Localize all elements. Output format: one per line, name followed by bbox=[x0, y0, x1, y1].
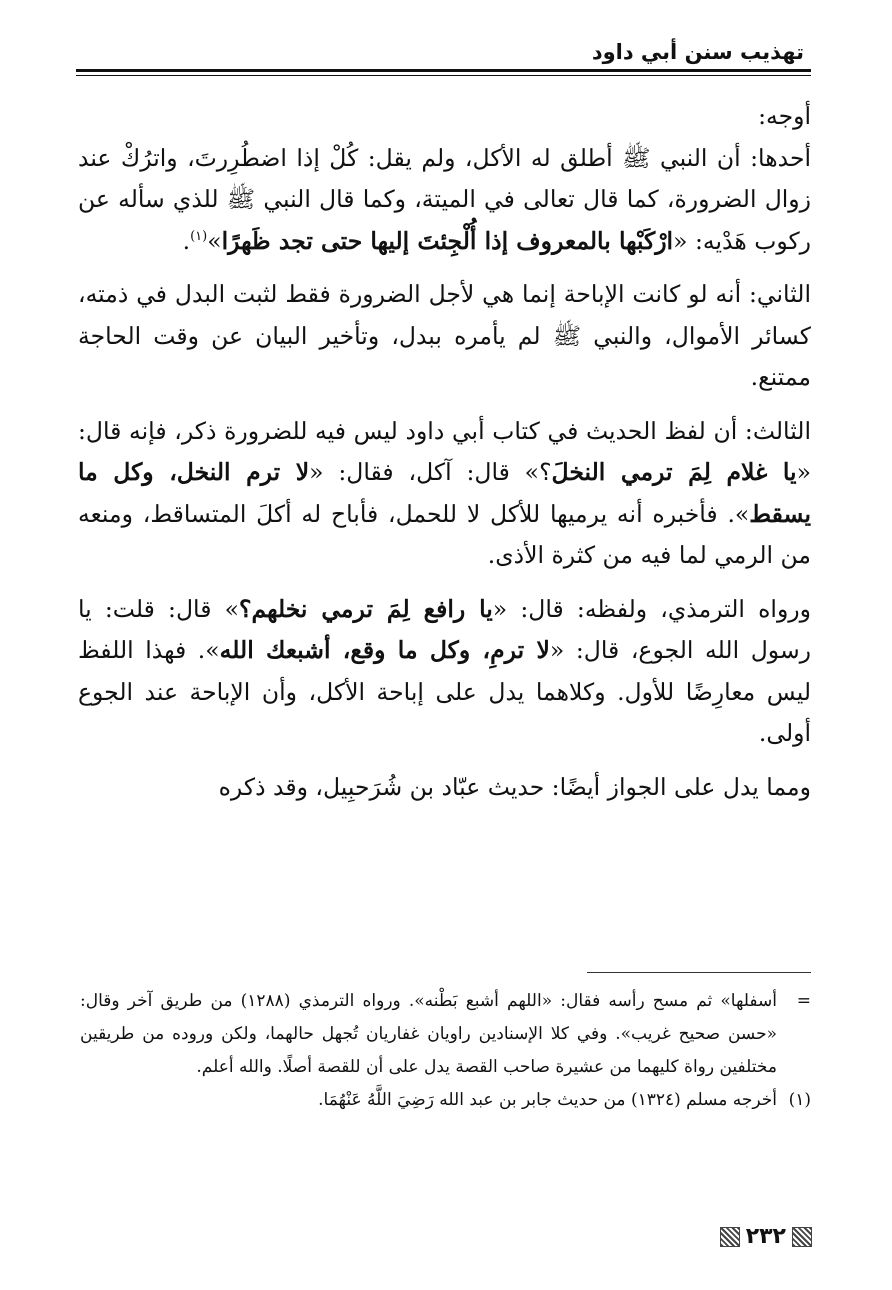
page-number: ٢٣٢ bbox=[745, 1224, 786, 1249]
hadith-quote: يا غلام لِمَ ترمي النخلَ bbox=[551, 458, 797, 486]
footnote-item bbox=[80, 1084, 811, 1117]
text-segment: ». فأخبره أنه يرميها للأكل لا للحمل، فأباح له أكلَ المتساقط، ومنعه من الرمي لما فيه من كثرة الأذى. bbox=[78, 499, 811, 569]
ornament-icon bbox=[720, 1227, 740, 1247]
paragraph-second-reason: الثاني: أنه لو كانت الإباحة إنما هي لأجل الضرورة فقط لثبت البدل في ذمته، كسائر الأموال، والنبي ﷺ لم يأمره ببدل، وتأخير البيان عن وقت الحاجة ممتنع. bbox=[78, 280, 811, 391]
running-header-title: تهذيب سنن أبي داود bbox=[591, 40, 804, 64]
text-segment: الثالث: أن لفظ الحديث في كتاب أبي داود ليس فيه للضرورة ذكر، فإنه قال: « bbox=[78, 416, 811, 486]
ornament-icon bbox=[792, 1227, 812, 1247]
footnote-marker: = bbox=[796, 991, 811, 1011]
footnote-text: أخرجه مسلم (١٣٢٤) من حديث جابر بن عبد الله رَضِيَ اللَّهُ عَنْهُمَا. bbox=[318, 1090, 777, 1110]
header-rule-thin bbox=[76, 75, 811, 76]
text-segment: ورواه الترمذي، ولفظه: قال: « bbox=[492, 594, 811, 623]
paragraph-tirmidhi bbox=[78, 589, 811, 755]
footnote-ref[interactable]: (١) bbox=[190, 228, 208, 244]
page-number-block bbox=[700, 1224, 812, 1250]
text-segment: ». فهذا اللفظ ليس معارِضًا للأول. وكلاهما يدل على إباحة الأكل، وأن الإباحة عند الجوع أولى. bbox=[78, 636, 811, 747]
text-segment: ؟» قال: آكل، فقال: « bbox=[309, 458, 552, 486]
text-segment: . bbox=[182, 226, 191, 255]
hadith-quote: لا ترمِ، وكل ما وقع، أشبعك الله bbox=[219, 636, 550, 664]
footnote-separator bbox=[587, 972, 811, 973]
text-segment: أحدها: أن النبي ﷺ أطلق له الأكل، ولم يقل: كُلْ إذا اضطُرِرتَ، واترُكْ عند زوال الضرورة، كما قال تعالى في الميتة، وكما قال النبي ﷺ للذي سأله عن ركوب هَدْيه: « bbox=[78, 143, 811, 255]
text-segment: » bbox=[207, 226, 222, 255]
paragraph-first-reason bbox=[78, 138, 811, 263]
hadith-quote: لا ترم النخل، وكل ما يسقط bbox=[78, 458, 811, 528]
hadith-quote: يا رافع لِمَ ترمي نخلهم؟ bbox=[239, 594, 493, 623]
text-segment: » قال: قلت: يا رسول الله الجوع، قال: « bbox=[78, 594, 811, 664]
footnotes bbox=[80, 985, 811, 1117]
main-text bbox=[78, 96, 811, 808]
paragraph-intro: أوجه: bbox=[758, 102, 811, 130]
hadith-quote: ارْكَبْها بالمعروف إذا أُلْجِئتَ إليها حتى تجد ظَهرًا bbox=[221, 226, 674, 255]
header-rule-thick bbox=[76, 69, 811, 72]
paragraph-continuation: ومما يدل على الجواز أيضًا: حديث عبّاد بن شُرَحبِيل، وقد ذكره bbox=[218, 772, 811, 801]
paragraph-third-reason bbox=[78, 411, 811, 577]
footnote-item bbox=[80, 985, 811, 1084]
footnote-marker: (١) bbox=[788, 1090, 811, 1110]
footnote-text: أسفلها» ثم مسح رأسه فقال: «اللهم أشبع بَطْنه». ورواه الترمذي (١٢٨٨) من طريق آخر وقال: «حسن صحيح غريب». وفي كلا الإسنادين راويان غفاريان تُجهل حالهما، ولكن وروده من طريقين مختلفين رواة كليهما من عشيرة صاحب القصة يدل على أن للقصة أصلًا. والله أعلم. bbox=[80, 991, 777, 1077]
